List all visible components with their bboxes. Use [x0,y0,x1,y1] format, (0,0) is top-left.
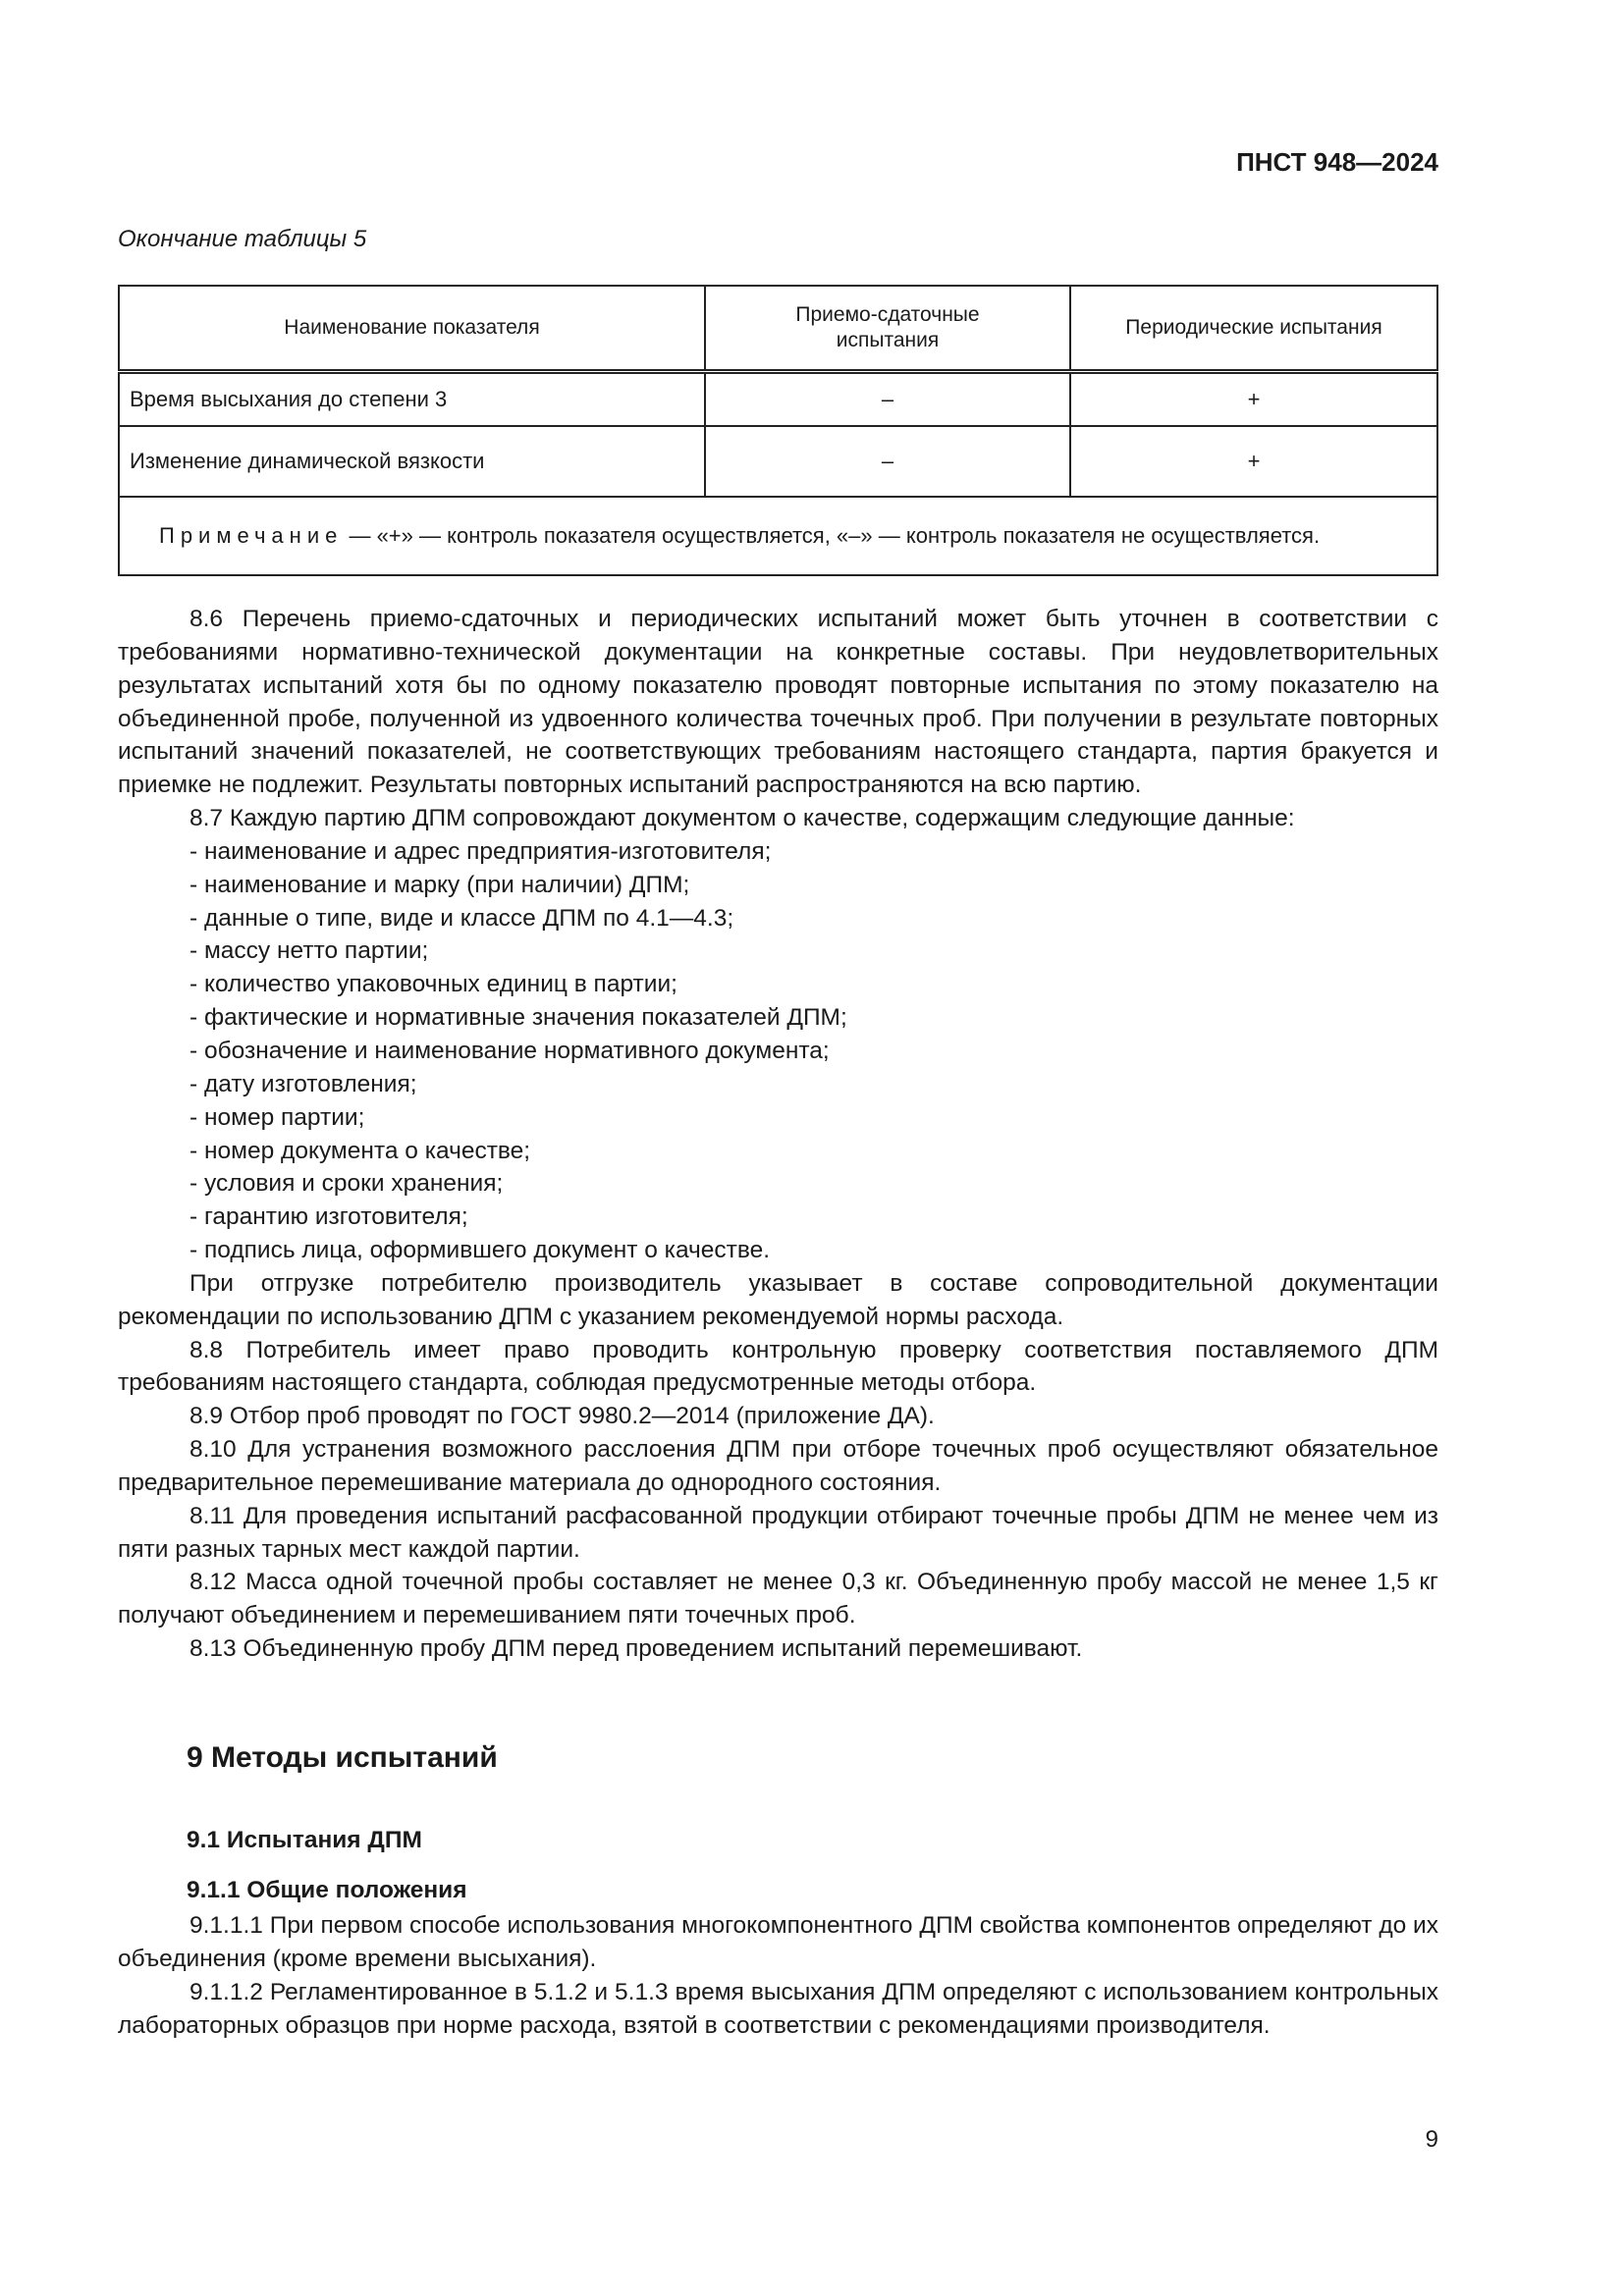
section-9-heading: 9 Методы испытаний [187,1741,498,1774]
paragraph-9-1-1-1: 9.1.1.1 При первом способе использования многокомпонентного ДПМ свойства компонентов определяют до их объединения (кроме времени высыхания). [118,1912,1438,1972]
paragraph-8-10: 8.10 Для устранения возможного расслоения ДПМ при отборе точечных проб осуществляют обязательное предварительное перемешивание материала до однородного состояния. [118,1436,1438,1496]
subsection-9-1-heading: 9.1 Испытания ДПМ [187,1827,422,1853]
list-item: - гарантию изготовителя; [189,1203,468,1231]
table-cell: + [1070,372,1437,427]
note-label: Примечание [159,523,344,548]
note-text: — «+» — контроль показателя осуществляется, «–» — контроль показателя не осуществляется. [343,523,1321,548]
table-cell: – [705,426,1070,497]
list-item: - обозначение и наименование нормативного документа; [189,1037,830,1064]
table-cell: – [705,372,1070,427]
table-cell: + [1070,426,1437,497]
table-row [119,426,1437,497]
list-item: - подпись лица, оформившего документ о качестве. [189,1237,771,1264]
table-caption: Окончание таблицы 5 [118,226,367,252]
paragraph-9-1-1-2: 9.1.1.2 Регламентированное в 5.1.2 и 5.1.3 время высыхания ДПМ определяют с использованием контрольных лабораторных образцов при норме расхода, взятой в соответствии с рекомендациями производителя. [118,1978,1438,2039]
table-header-row [119,286,1437,372]
list-item: - данные о типе, виде и классе ДПМ по 4.1—4.3; [189,904,734,932]
section-9-body [118,1909,1438,2042]
paragraph-8-13: 8.13 Объединенную пробу ДПМ перед проведением испытаний перемешивают. [189,1635,1083,1663]
paragraph-8-9: 8.9 Отбор проб проводят по ГОСТ 9980.2—2014 (приложение ДА). [189,1403,935,1430]
column-header: Периодические испытания [1070,286,1437,372]
document-id-header: ПНСТ 948—2024 [1236,147,1438,177]
paragraph-8-8: 8.8 Потребитель имеет право проводить контрольную проверку соответствия поставляемого ДПМ требованиям настоящего стандарта, соблюдая предусмотренные методы отбора. [118,1336,1438,1397]
list-item: - количество упаковочных единиц в партии; [189,971,677,998]
page-number: 9 [1425,2126,1438,2153]
list-item: - фактические и нормативные значения показателей ДПМ; [189,1004,847,1032]
section-8-body [118,603,1438,1666]
column-header: Наименование показателя [119,286,705,372]
quality-document-list [118,835,1438,1267]
list-item: - дату изготовления; [189,1070,417,1097]
list-item: - наименование и марку (при наличии) ДПМ; [189,871,690,898]
list-item: - номер документа о качестве; [189,1137,531,1164]
subsection-9-1-1-heading: 9.1.1 Общие положения [187,1877,467,1903]
paragraph-shipping: При отгрузке потребителю производитель указывает в составе сопроводительной документации рекомендации по использованию ДПМ с указанием рекомендуемой нормы расхода. [118,1269,1438,1330]
paragraph-8-11: 8.11 Для проведения испытаний расфасованной продукции отбирают точечные пробы ДПМ не менее чем из пяти разных тарных мест каждой партии. [118,1502,1438,1563]
table-5 [118,285,1438,576]
paragraph-8-7: 8.7 Каждую партию ДПМ сопровождают документом о качестве, содержащим следующие данные: [189,805,1295,832]
table-row [119,372,1437,427]
table-cell: Изменение динамической вязкости [119,426,705,497]
paragraph-8-12: 8.12 Масса одной точечной пробы составляет не менее 0,3 кг. Объединенную пробу массой не менее 1,5 кг получают объединением и перемешиванием пяти точечных проб. [118,1569,1438,1629]
table-note-row [119,497,1437,575]
list-item: - условия и сроки хранения; [189,1170,504,1198]
table-cell: Время высыхания до степени 3 [119,372,705,427]
list-item: - массу нетто партии; [189,937,429,965]
list-item: - наименование и адрес предприятия-изготовителя; [189,837,772,865]
paragraph-8-6: 8.6 Перечень приемо-сдаточных и периодических испытаний может быть уточнен в соответствии с требованиями нормативно-технической документации на конкретные составы. При неудовлетворительных результатах испытаний хотя бы по одному показателю проводят повторные испытания по этому показателю на объединенной пробе, полученной из удвоенного количества точечных проб. При получении в результате повторных испытаний значений показателей, не соответствующих требованиям настоящего стандарта, партия бракуется и приемке не подлежит. Результаты повторных испытаний распространяются на всю партию. [118,606,1438,799]
column-header: Приемо-сдаточные испытания [705,286,1070,372]
table-note [119,497,1437,575]
list-item: - номер партии; [189,1103,365,1131]
